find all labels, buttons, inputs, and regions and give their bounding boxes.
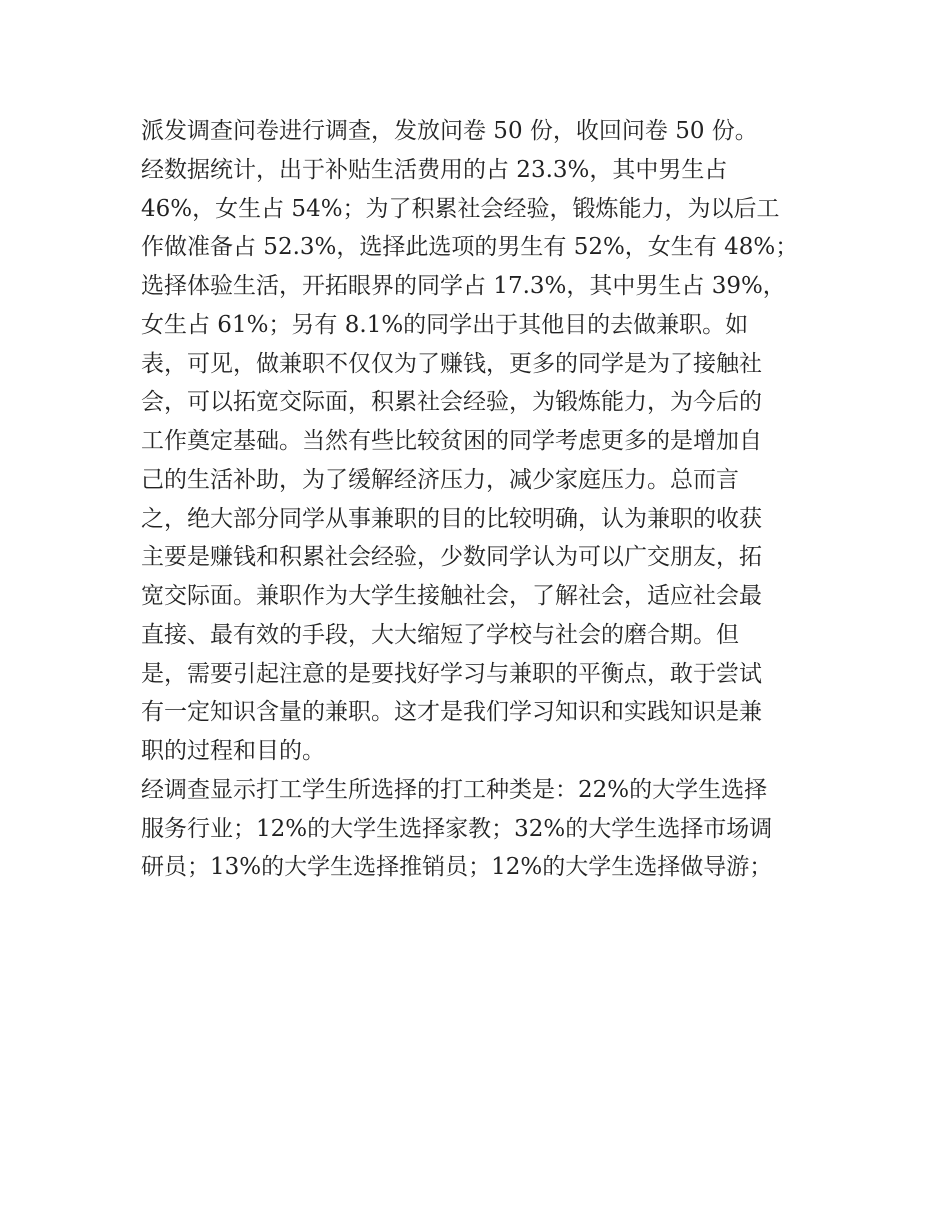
text-line-1: 派发调查问卷进行调查，发放问卷 50 份，收回问卷 50 份。 [141,118,758,144]
text-line-14: 直接、最有效的手段，大大缩短了学校与社会的磨合期。但 [141,621,739,648]
text-line-16: 有一定知识含量的兼职。这才是我们学习知识和实践知识是兼 [141,699,762,726]
body-text [141,112,821,887]
text-line-13: 宽交际面。兼职作为大学生接触社会，了解社会，适应社会最 [141,583,762,609]
text-line-9: 工作奠定基础。当然有些比较贫困的同学考虑更多的是增加自 [141,428,762,454]
text-line-19: 服务行业；12%的大学生选择家教；32%的大学生选择市场调 [141,815,773,842]
text-line-17: 职的过程和目的。 [141,738,325,764]
text-line-11: 之，绝大部分同学从事兼职的目的比较明确，认为兼职的收获 [141,505,762,532]
text-line-4: 作做准备占 52.3%，选择此选项的男生有 52%，女生有 48%； [141,234,799,261]
text-line-20: 研员；13%的大学生选择推销员；12%的大学生选择做导游； [141,854,773,881]
text-line-5: 选择体验生活，开拓眼界的同学占 17.3%，其中男生占 39%， [141,273,786,299]
text-line-3: 46%，女生占 54%；为了积累社会经验，锻炼能力，为以后工 [141,195,780,222]
text-line-15: 是，需要引起注意的是要找好学习与兼职的平衡点，敢于尝试 [141,660,762,687]
text-line-8: 会，可以拓宽交际面，积累社会经验，为锻炼能力，为今后的 [141,389,762,416]
text-line-18: 经调查显示打工学生所选择的打工种类是：22%的大学生选择 [141,776,768,803]
text-line-10: 己的生活补助，为了缓解经济压力，减少家庭压力。总而言 [141,466,739,493]
text-line-2: 经数据统计，出于补贴生活费用的占 23.3%，其中男生占 [141,156,728,183]
text-line-12: 主要是赚钱和积累社会经验，少数同学认为可以广交朋友，拓 [141,544,762,571]
text-line-6: 女生占 61%；另有 8.1%的同学出于其他目的去做兼职。如 [141,311,749,338]
text-line-7: 表，可见，做兼职不仅仅为了赚钱，更多的同学是为了接触社 [141,350,762,377]
